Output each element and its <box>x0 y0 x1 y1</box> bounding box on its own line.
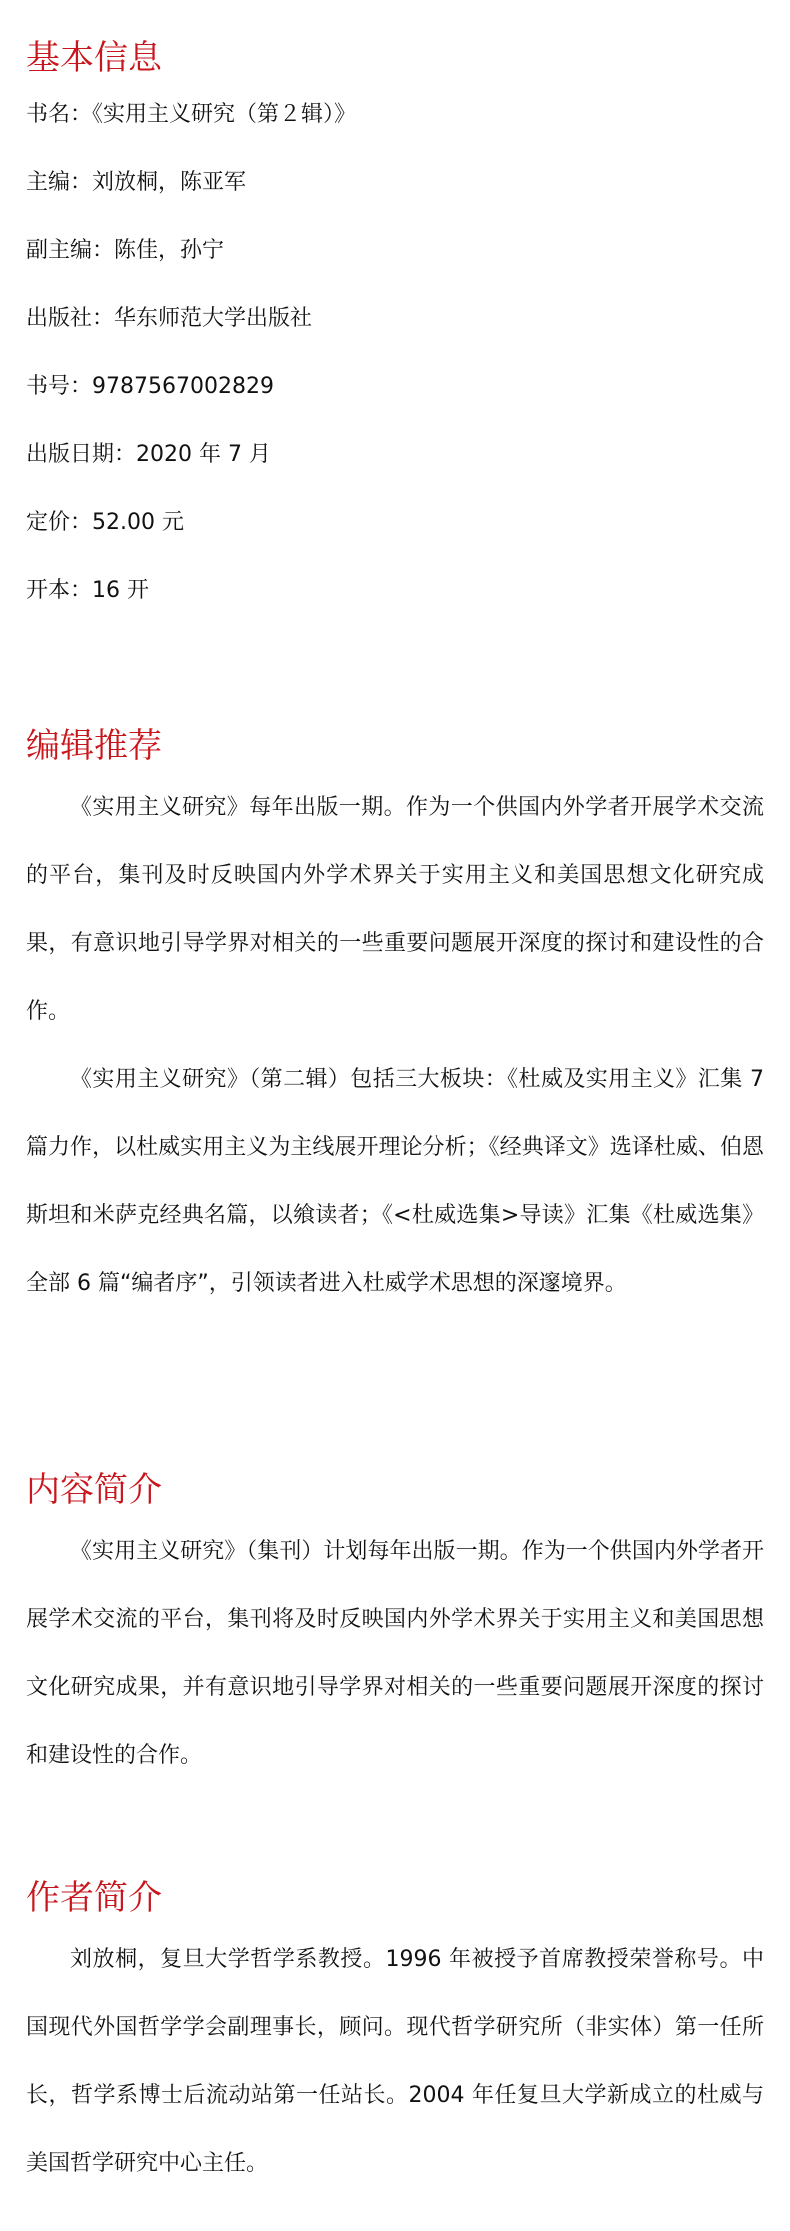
info-price: 定价：52.00 元 <box>26 510 184 535</box>
info-format: 开本：16 开 <box>26 578 149 603</box>
content-intro-section <box>26 1468 764 1790</box>
info-editor: 主编：刘放桐，陈亚军 <box>26 170 247 195</box>
section-title-content-intro: 内容简介 <box>26 1470 162 1510</box>
basic-info-section <box>26 36 764 644</box>
section-title-basic-info: 基本信息 <box>26 38 162 78</box>
section-title-editor-recommend: 编辑推荐 <box>26 726 162 766</box>
author-intro-section <box>26 1876 764 2198</box>
info-associate-editor: 副主编：陈佳，孙宁 <box>26 238 225 263</box>
section-title-author-intro: 作者简介 <box>26 1878 162 1918</box>
info-publisher: 出版社：华东师范大学出版社 <box>26 306 313 331</box>
recommend-paragraph: 《实用主义研究》（第二辑）包括三大板块：《杜威及实用主义》汇集 7 篇力作，以杜威实用主义为主线展开理论分析；《经典译文》选译杜威、伯恩斯坦和米萨克经典名篇，以飨读者；《<杜威选集>导读》汇集《杜威选集》全部 6 篇“编者序”，引领读者进入杜威学术思想的深邃境界。 <box>26 1067 764 1296</box>
intro-paragraph: 《实用主义研究》（集刊）计划每年出版一期。作为一个供国内外学者开展学术交流的平台，集刊将及时反映国内外学术界关于实用主义和美国思想文化研究成果，并有意识地引导学界对相关的一些重要问题展开深度的探讨和建设性的合作。 <box>26 1539 764 1768</box>
recommend-paragraph: 《实用主义研究》每年出版一期。作为一个供国内外学者开展学术交流的平台，集刊及时反映国内外学术界关于实用主义和美国思想文化研究成果，有意识地引导学界对相关的一些重要问题展开深度的探讨和建设性的合作。 <box>26 795 764 1024</box>
author-paragraph: 刘放桐，复旦大学哲学系教授。1996 年被授予首席教授荣誉称号。中国现代外国哲学学会副理事长，顾问。现代哲学研究所（非实体）第一任所长，哲学系博士后流动站第一任站长。2004 年任复旦大学新成立的杜威与美国哲学研究中心主任。 <box>26 1947 764 2176</box>
editor-recommend-section <box>26 724 764 1318</box>
info-book-title: 书名：《实用主义研究（第２辑）》 <box>26 102 357 127</box>
info-publish-date: 出版日期：2020 年 7 月 <box>26 442 271 467</box>
info-isbn: 书号：9787567002829 <box>26 374 274 399</box>
